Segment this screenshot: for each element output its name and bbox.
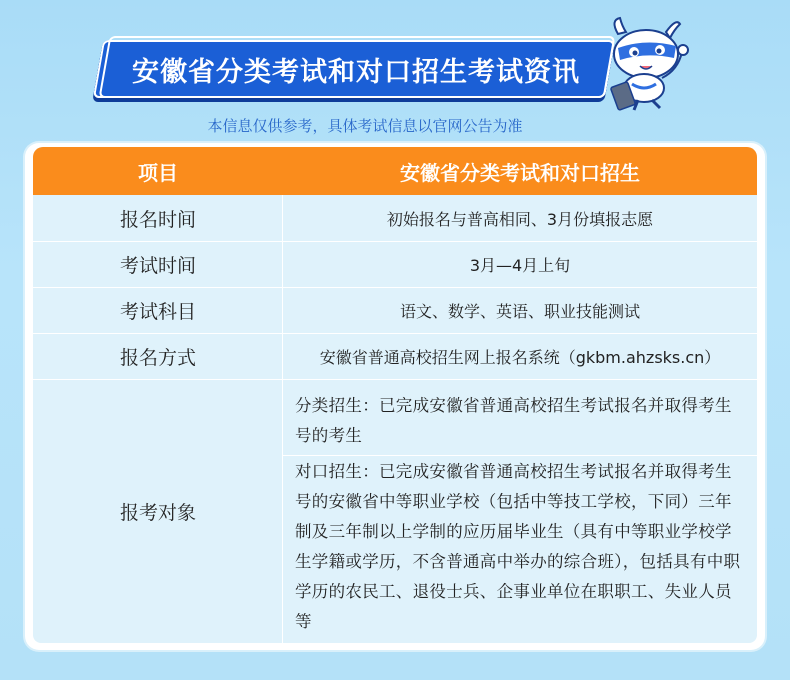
row-label-registration-method: 报名方式 — [119, 347, 196, 369]
sub-row-divider — [283, 455, 757, 456]
table-header-row — [33, 147, 757, 195]
row-value-exam-time: 3月—4月上旬 — [469, 256, 571, 275]
disclaimer-text: 本信息仅供参考，具体考试信息以官网公告为准 — [207, 117, 523, 135]
page-title: 安徽省分类考试和对口招生考试资讯 — [132, 56, 580, 88]
row-label-exam-time: 考试时间 — [119, 255, 196, 277]
row-value-exam-subjects: 语文、数学、英语、职业技能测试 — [399, 302, 640, 321]
row-value-registration-method: 安徽省普通高校招生网上报名系统（gkbm.ahzsks.cn） — [319, 348, 721, 367]
eligibility-classified: 分类招生：已完成安徽省普通高校招生考试报名并取得考生号的考生 — [295, 396, 732, 445]
info-table — [33, 147, 757, 643]
row-value-registration-time: 初始报名与普高相同、3月份填报志愿 — [386, 209, 654, 229]
mascot-icon — [588, 12, 698, 112]
header-region: 安徽省分类考试和对口招生 — [400, 160, 640, 185]
row-label-eligible-applicants: 报考对象 — [119, 502, 196, 524]
row-label-exam-subjects: 考试科目 — [119, 301, 196, 323]
header-item: 项目 — [138, 160, 178, 185]
row-label-registration-time: 报名时间 — [119, 208, 196, 231]
eligibility-vocational: 对口招生：已完成安徽省普通高校招生考试报名并取得考生号的安徽省中等职业学校（包括中等技工学校，下同）三年制及三年制以上学制的应历届毕业生（具有中等职业学校学生学籍或学历，不含普通高中举办的综合班），包括具有中职学历的农民工、退役士兵、企事业单位在职职工、失业人员等 — [295, 462, 741, 631]
